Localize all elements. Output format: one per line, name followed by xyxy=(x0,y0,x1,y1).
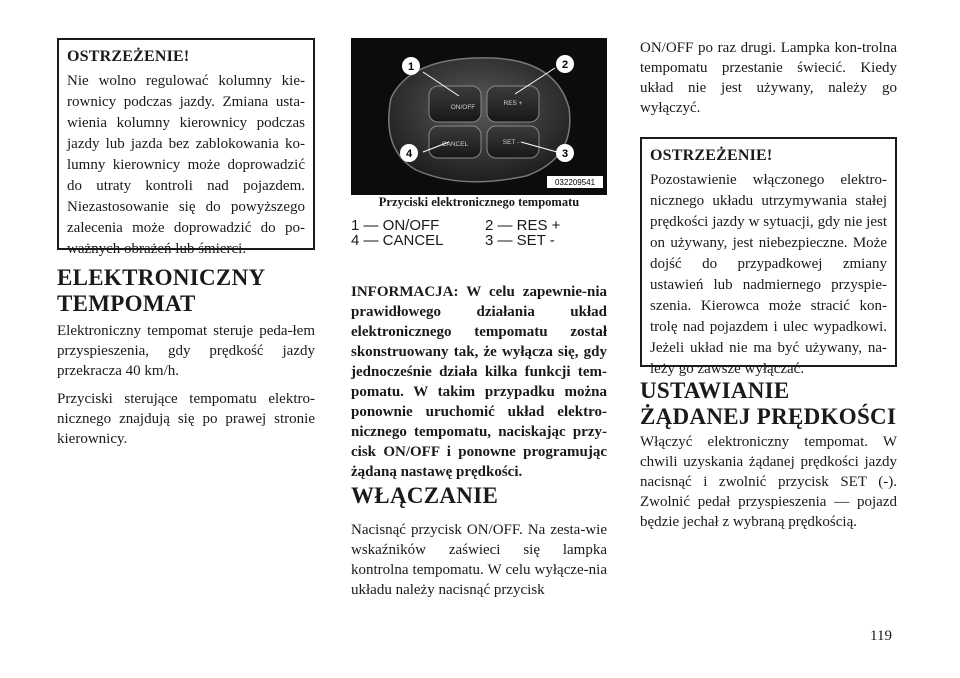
legend-item-cancel: 4 — CANCEL xyxy=(351,232,444,249)
section-heading-cruise-control: ELEKTRONICZNY TEMPOMAT xyxy=(57,265,265,316)
warning-text: Pozostawienie włączonego elektro-nicznego układu utrzymywania stałej prędkości jazdy w sytuacji, gdy nie jest on używany, jest niebezpieczne. Może dojść do przypadkowej zmiany ustawień lub nadmiernego przyspie-szenia. Kierowca może stracić kon-trolę nad pojazdem i ulec wypadkowi. Jeżeli układ nie ma być używany, na-leży go zawsze wyłączać. xyxy=(650,172,887,377)
legend-item-onoff: 1 — ON/OFF xyxy=(351,217,440,234)
button-label-cancel: CANCEL xyxy=(441,141,469,148)
warning-title: OSTRZEŻENIE! xyxy=(67,48,190,65)
figure-caption: Przyciski elektronicznego tempomatu xyxy=(378,195,580,209)
button-legend xyxy=(351,218,607,248)
cruise-buttons-photo xyxy=(351,38,607,195)
callout-4: 4 xyxy=(405,148,413,160)
paragraph-switch-on: Nacisnąć przycisk ON/OFF. Na zesta-wie wskaźników zaświeci się lampka kontrolna tempomatu. W celu wyłącze-nia układu należy nacisnąć przycisk xyxy=(351,522,607,598)
button-label-res: RES + xyxy=(503,100,523,107)
paragraph-switch-on-continued: ON/OFF po raz drugi. Lampka kon-trolna tempomatu przestanie świecić. Kiedy układ nie jest używany, należy go wyłączyć. xyxy=(640,40,897,116)
image-code: 032209541 xyxy=(554,178,596,187)
paragraph-cruise-intro: Elektroniczny tempomat steruje peda-łem przyspieszenia, gdy prędkość jazdy przekracza 40 km/h. xyxy=(57,323,315,379)
paragraph-cruise-buttons: Przyciski sterujące tempomatu elektro-nicznego znajdują się po prawej stronie kierownicy. xyxy=(57,391,315,447)
legend-item-set: 3 — SET - xyxy=(485,232,555,249)
legend-item-res: 2 — RES + xyxy=(485,217,561,234)
legend-row xyxy=(351,218,607,233)
warning-text: Nie wolno regulować kolumny kie-rownicy podczas jazdy. Zmiana usta-wienia kolumny kierownicy podczas jazdy lub jazda bez zablokowania ko-lumny kierownicy może doprowadzić do utraty kontroli nad pojazdem. Niezastosowanie się do powyższego zalecenia może doprowadzić do po-ważnych obrażeń lub śmierci. xyxy=(67,73,305,257)
button-label-set: SET - xyxy=(502,139,520,146)
page-number: 119 xyxy=(870,628,892,644)
warning-title: OSTRZEŻENIE! xyxy=(650,147,773,164)
steering-buttons-illustration xyxy=(351,38,607,195)
warning-box-steering xyxy=(57,38,315,257)
callout-2: 2 xyxy=(561,59,569,71)
legend-row xyxy=(351,233,607,248)
section-heading-switch-on: WŁĄCZANIE xyxy=(351,483,499,508)
callout-3: 3 xyxy=(561,148,569,160)
button-label-onoff: ON/OFF xyxy=(450,104,476,111)
callout-1: 1 xyxy=(407,61,415,73)
section-heading-set-speed: USTAWIANIE ŻĄDANEJ PRĘDKOŚCI xyxy=(640,378,897,429)
information-note: INFORMACJA: W celu zapewnie-nia prawidłowego działania układ elektronicznego tempomatu został skonstruowany tak, że wyłącza się, gdy jednocześnie działa kilka funkcji tem-pomatu. W takim przypadku można ponownie uruchomić układ elektro-nicznego tempomatu, naciskając przy-cisk ON/OFF i ponowne programując żądaną nastawę prędkości. xyxy=(351,284,607,480)
warning-box-cruise-off xyxy=(640,137,897,377)
paragraph-set-speed: Włączyć elektroniczny tempomat. W chwili uzyskania żądanej prędkości jazdy nacisnąć i zwolnić przycisk SET (-). Zwolnić pedał przyspieszenia — pojazd będzie jechał z wybraną prędkością. xyxy=(640,434,897,530)
